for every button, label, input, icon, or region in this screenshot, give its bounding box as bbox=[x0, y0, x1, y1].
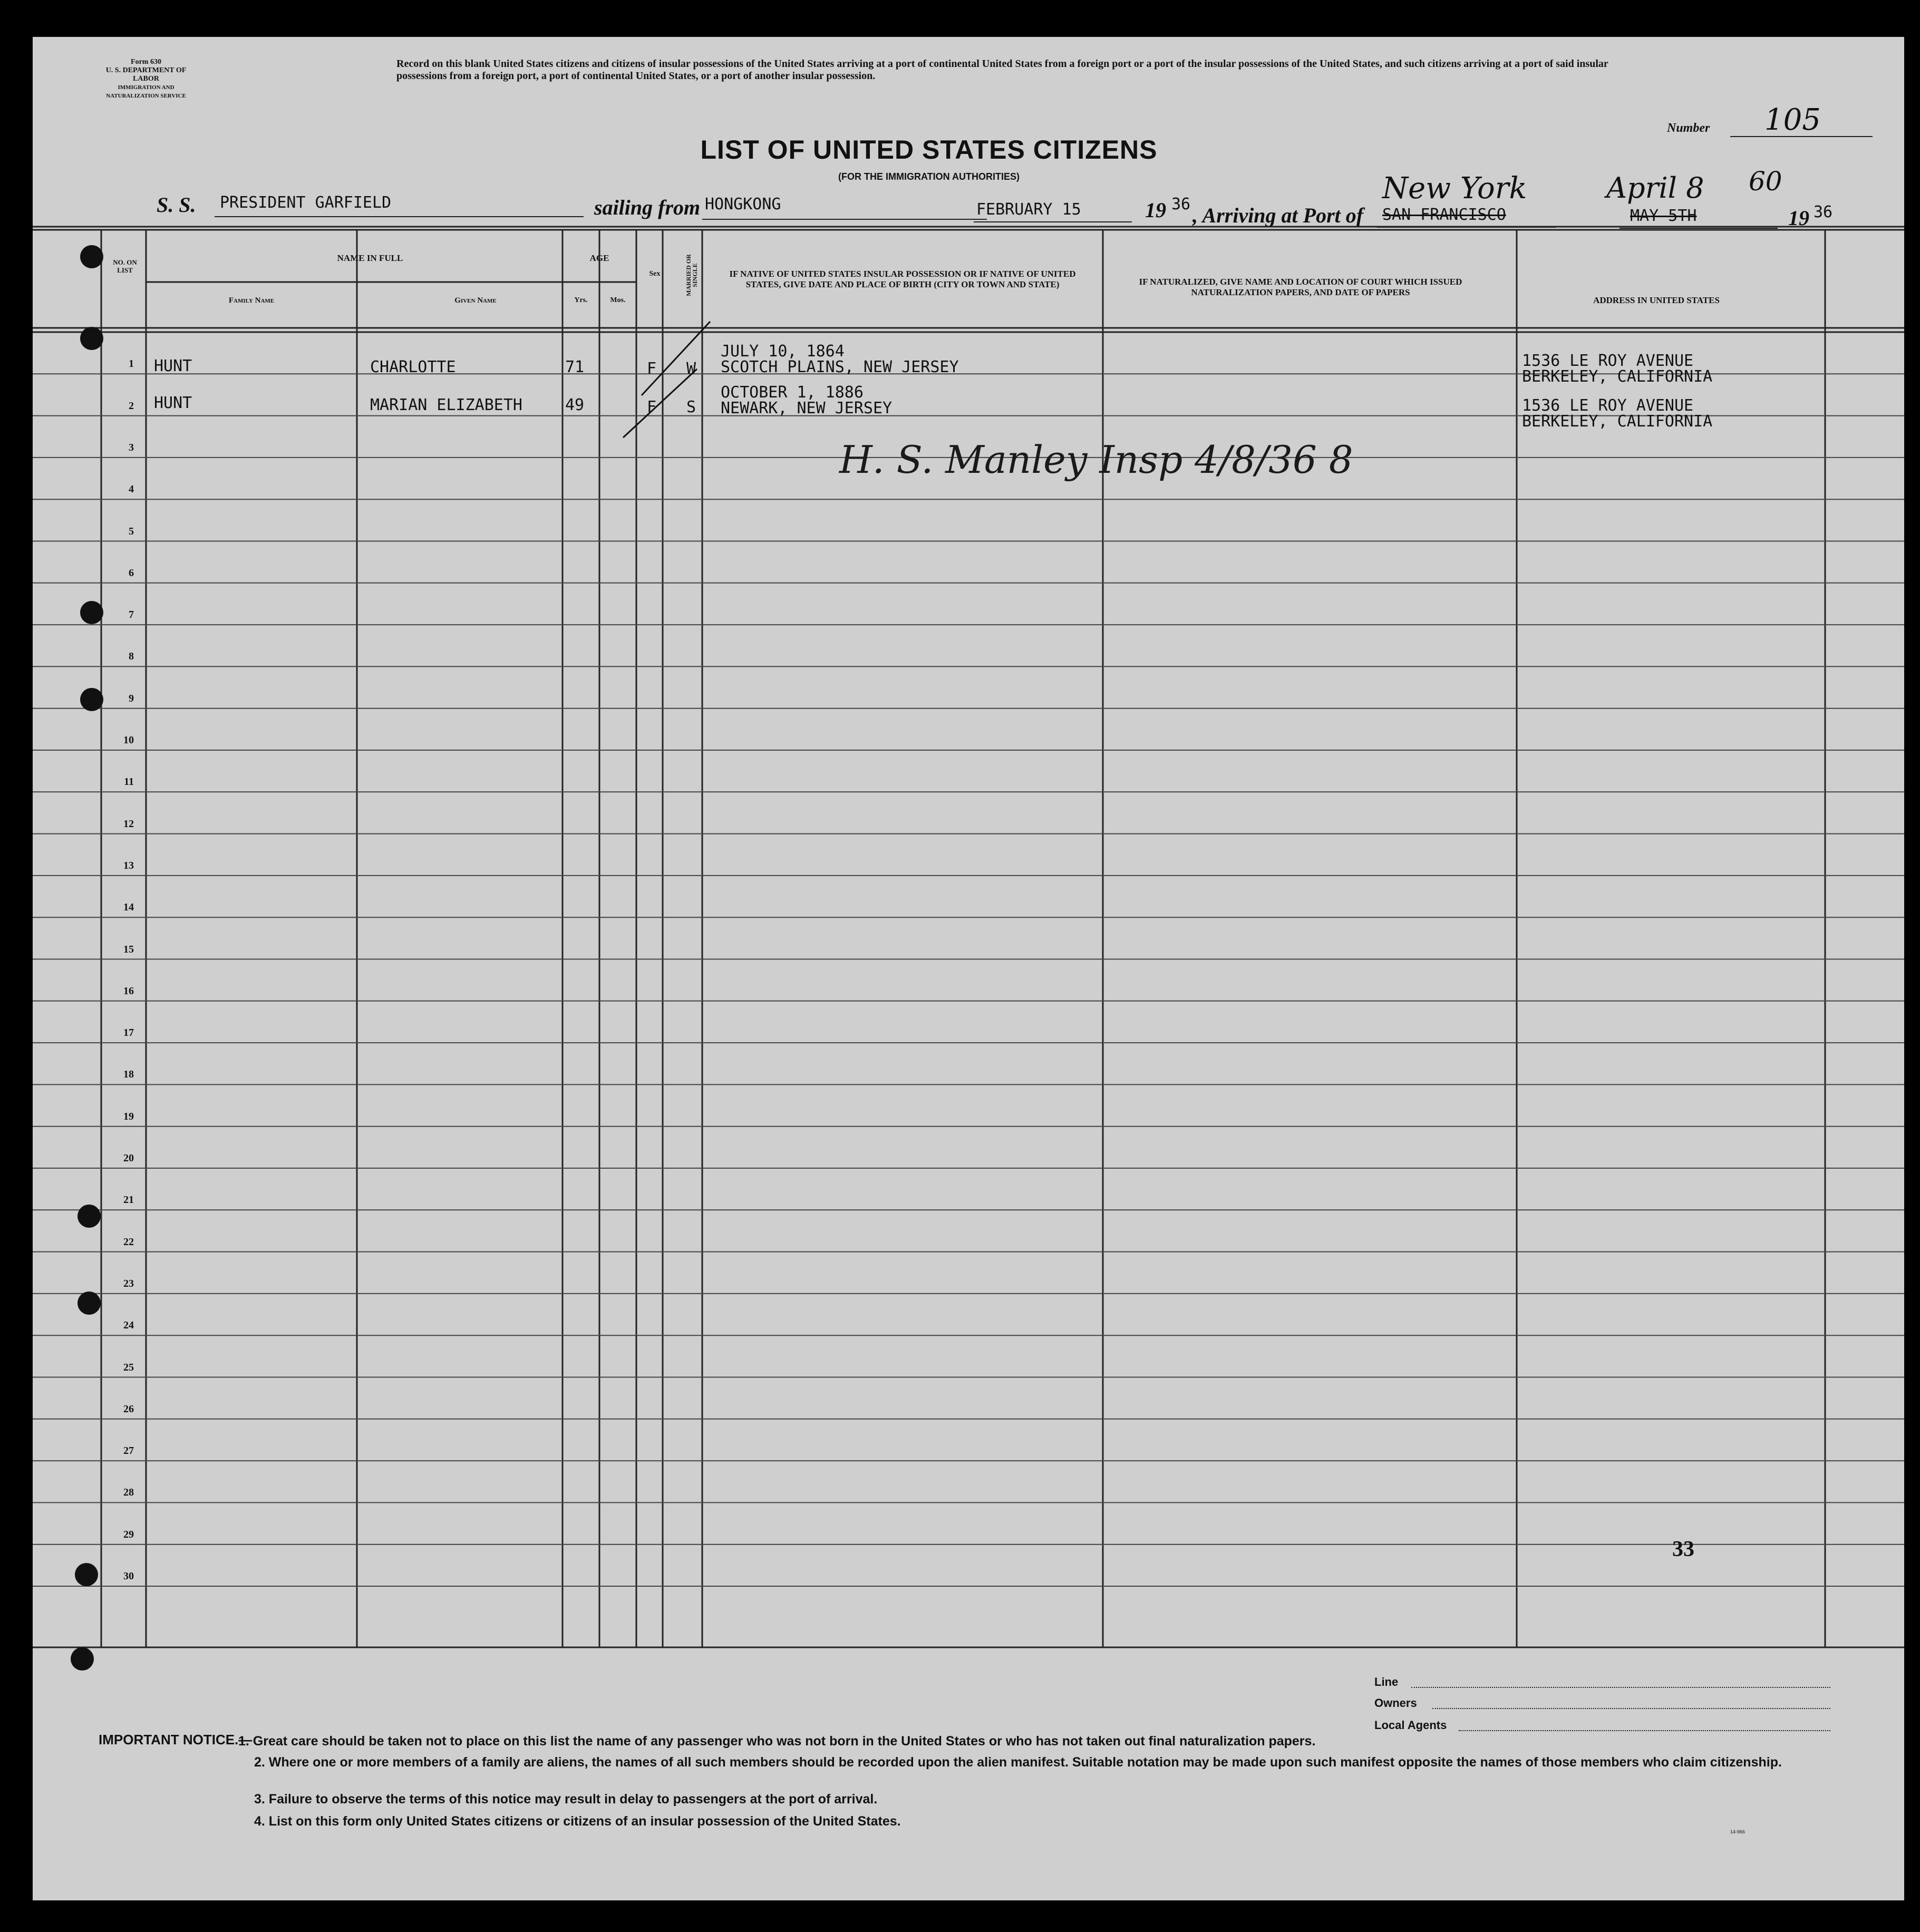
row-number: 15 bbox=[123, 943, 134, 955]
binder-hole bbox=[80, 245, 103, 268]
binder-hole bbox=[77, 1292, 101, 1315]
row-number: 6 bbox=[129, 567, 134, 579]
header-age: AGE bbox=[589, 253, 609, 263]
arrival-struck: MAY 5TH bbox=[1630, 207, 1697, 225]
header-given-name: Given Name bbox=[454, 296, 497, 305]
row-number: 28 bbox=[123, 1487, 134, 1499]
row-number: 16 bbox=[123, 985, 134, 997]
age-years: 71 bbox=[565, 358, 585, 376]
header-no: NO. ON LIST bbox=[113, 258, 137, 274]
inspector-note: H. S. Manley Insp 4/8/36 8 bbox=[839, 438, 1353, 482]
number-value: 105 bbox=[1764, 103, 1821, 137]
table-grid bbox=[33, 37, 1904, 1900]
row-number: 14 bbox=[123, 901, 134, 914]
binder-hole bbox=[80, 601, 103, 624]
header-sex: Sex bbox=[649, 270, 661, 278]
row-number: 8 bbox=[129, 651, 134, 663]
birth-place: SCOTCH PLAINS, NEW JERSEY bbox=[721, 358, 959, 376]
arrival-handwritten: April 8 bbox=[1606, 171, 1704, 205]
header-mos: Mos. bbox=[610, 296, 626, 304]
binder-hole bbox=[80, 327, 103, 350]
service-name: IMMIGRATION AND NATURALIZATION SERVICE bbox=[106, 84, 186, 99]
header-address: ADDRESS IN UNITED STATES bbox=[1593, 295, 1720, 305]
marital-status: W bbox=[686, 360, 696, 378]
sailing-from-label: sailing from bbox=[594, 196, 701, 219]
port-struck: SAN FRANCISCO bbox=[1382, 206, 1506, 224]
page-title: LIST OF UNITED STATES CITIZENS bbox=[700, 135, 1158, 164]
birth-place: NEWARK, NEW JERSEY bbox=[721, 399, 893, 418]
row-number: 22 bbox=[123, 1236, 134, 1248]
departure-year: 36 bbox=[1171, 195, 1191, 213]
row-number: 17 bbox=[123, 1027, 134, 1039]
binder-hole bbox=[71, 1647, 94, 1671]
local-agents-dotted bbox=[1459, 1730, 1830, 1731]
row-number: 13 bbox=[123, 859, 134, 871]
arrival-year-prefix: 19 bbox=[1788, 206, 1809, 230]
address-city: BERKELEY, CALIFORNIA bbox=[1522, 367, 1713, 386]
row-number: 24 bbox=[123, 1319, 134, 1332]
department-name: U. S. DEPARTMENT OF LABOR bbox=[105, 66, 187, 83]
from-port: HONGKONG bbox=[705, 195, 781, 213]
row-number: 1 bbox=[129, 358, 134, 370]
address-street: 1536 LE ROY AVENUE bbox=[1522, 396, 1694, 415]
row-number: 20 bbox=[123, 1152, 134, 1164]
row-number: 23 bbox=[123, 1277, 134, 1289]
row-number: 2 bbox=[129, 400, 134, 412]
row-number: 18 bbox=[123, 1069, 134, 1081]
row-number: 9 bbox=[129, 692, 134, 704]
sex: F bbox=[647, 398, 657, 416]
departure-date: FEBRUARY 15 bbox=[976, 200, 1081, 219]
sex: F bbox=[647, 360, 657, 378]
given-name: CHARLOTTE bbox=[370, 358, 456, 376]
family-name: HUNT bbox=[154, 357, 192, 375]
row-number: 4 bbox=[129, 483, 134, 496]
departure-year-prefix: 19 bbox=[1145, 198, 1166, 222]
row-number: 19 bbox=[123, 1110, 134, 1122]
address-street: 1536 LE ROY AVENUE bbox=[1522, 352, 1694, 370]
row-number: 12 bbox=[123, 818, 134, 830]
ss-label: S. S. bbox=[157, 193, 196, 217]
line-dotted bbox=[1411, 1687, 1830, 1688]
birth-date: OCTOBER 1, 1886 bbox=[721, 383, 864, 402]
page-subtitle: (FOR THE IMMIGRATION AUTHORITIES) bbox=[838, 171, 1020, 182]
header-family-name: Family Name bbox=[228, 296, 275, 305]
local-agents-label: Local Agents bbox=[1374, 1719, 1447, 1732]
row-number: 21 bbox=[123, 1194, 134, 1206]
arrival-number: 60 bbox=[1749, 166, 1782, 197]
manifest-sheet bbox=[33, 37, 1904, 1900]
owners-label: Owners bbox=[1374, 1696, 1417, 1710]
notice-item-4: 4. List on this form only United States citizens or citizens of an insular possession of the United States. bbox=[254, 1814, 901, 1829]
row-number: 27 bbox=[123, 1445, 134, 1457]
binder-hole bbox=[75, 1563, 98, 1586]
family-name: HUNT bbox=[154, 394, 192, 412]
port-handwritten: New York bbox=[1382, 171, 1527, 206]
row-number: 29 bbox=[123, 1528, 134, 1540]
age-years: 49 bbox=[565, 396, 585, 414]
marital-status: S bbox=[686, 398, 696, 416]
binder-hole bbox=[80, 688, 103, 711]
number-label: Number bbox=[1667, 121, 1710, 135]
print-code: 14-966 bbox=[1730, 1829, 1746, 1834]
notice-item-1: 1. Great care should be taken not to place on this list the name of any passenger who was not born in the United States or who has not taken out final naturalization papers. bbox=[238, 1734, 1316, 1749]
page-mark: 33 bbox=[1672, 1537, 1694, 1561]
arriving-label: , Arriving at Port of bbox=[1192, 203, 1364, 227]
row-number: 26 bbox=[123, 1403, 134, 1415]
row-number: 3 bbox=[129, 441, 134, 453]
address-city: BERKELEY, CALIFORNIA bbox=[1522, 412, 1713, 431]
row-number: 5 bbox=[129, 525, 134, 537]
header-yrs: Yrs. bbox=[574, 296, 588, 304]
form-number: Form 630 bbox=[131, 58, 161, 66]
header-naturalized: IF NATURALIZED, GIVE NAME AND LOCATION OF COURT WHICH ISSUED NATURALIZATION PAPERS, AND DATE OF PAPERS bbox=[1139, 277, 1462, 297]
birth-date: JULY 10, 1864 bbox=[721, 342, 845, 361]
row-number: 10 bbox=[123, 734, 134, 746]
form-instructions: Record on this blank United States citizens and citizens of insular possessions of the United States arriving at a port of continental United States from a foreign port or a port of the insular possessions of the United States, and such citizens arriving at a port of said insular possessions from a foreign port, a port of continental United States, or a port of another insular possession. bbox=[396, 58, 1608, 82]
notice-item-2: 2. Where one or more members of a family are aliens, the names of all such members should be recorded upon the alien manifest. Suitable notation may be made upon such manifest opposite the names of those members who claim citizenship. bbox=[254, 1755, 1782, 1770]
notice-heading: IMPORTANT NOTICE.— bbox=[99, 1732, 253, 1747]
arrival-year: 36 bbox=[1814, 203, 1833, 221]
owners-dotted bbox=[1432, 1708, 1830, 1709]
ship-name: PRESIDENT GARFIELD bbox=[220, 193, 392, 212]
row-number: 7 bbox=[129, 609, 134, 621]
row-number: 25 bbox=[123, 1361, 134, 1373]
notice-item-3: 3. Failure to observe the terms of this notice may result in delay to passengers at the port of arrival. bbox=[254, 1792, 878, 1807]
header-name-in-full: NAME IN FULL bbox=[337, 253, 403, 263]
binder-hole bbox=[77, 1205, 101, 1228]
given-name: MARIAN ELIZABETH bbox=[370, 396, 522, 414]
header-birth: IF NATIVE OF UNITED STATES INSULAR POSSESSION OR IF NATIVE OF UNITED STATES, GIVE DATE AND PLACE OF BIRTH (CITY OR TOWN AND STATE) bbox=[729, 269, 1076, 289]
row-number: 30 bbox=[123, 1570, 134, 1582]
line-label: Line bbox=[1374, 1675, 1399, 1688]
row-number: 11 bbox=[124, 776, 134, 788]
header-married: MARRIED OR SINGLE bbox=[685, 254, 699, 296]
